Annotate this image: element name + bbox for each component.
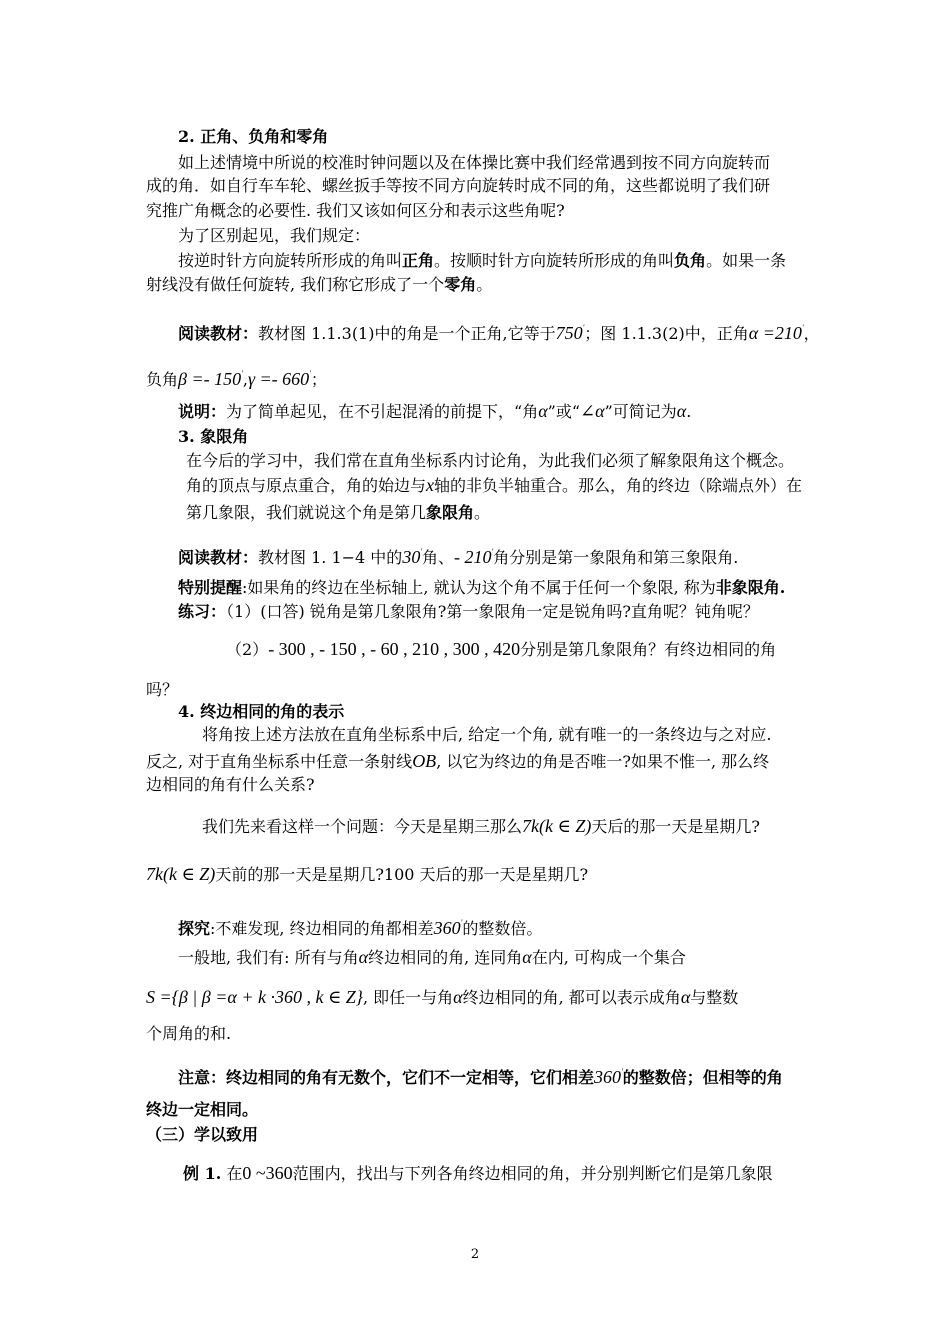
math-gamma: γ =- 660': [247, 369, 311, 389]
text: （1）(口答) 锐角是第几象限角?第一象限角一定是锐角吗?直角呢？钝角呢？: [226, 602, 759, 621]
s2-paragraph-1-line-3: 究推广角概念的必要性. 我们又该如何区分和表示这些角呢?: [146, 201, 565, 220]
weekday-question-line-2: [146, 863, 588, 886]
math: α: [358, 947, 369, 967]
general-line-2: [146, 986, 738, 1009]
term-quadrant-angle: 象限角: [426, 503, 475, 522]
text: 反之, 对于直角坐标系中任意一条射线: [146, 752, 413, 771]
text: ；图 1.1.3(2)中，正角: [584, 324, 749, 343]
text: , 以它为终边的角是否唯一?如果不惟一, 那么终: [436, 752, 770, 771]
explore-label: 探究: [178, 919, 211, 938]
math: x: [426, 475, 435, 495]
text: 角分别是第一象限角和第三象限角.: [493, 548, 739, 567]
section-4-heading: 4. 终边相同的角的表示: [178, 702, 345, 721]
s4-paragraph-line-3: 边相同的角有什么关系?: [146, 775, 315, 794]
math: 360: [433, 918, 461, 938]
math: α: [676, 401, 687, 421]
text: , 即任一与角: [362, 988, 454, 1007]
text: 的整数倍；但相等的角: [622, 1068, 783, 1087]
text: ；: [310, 370, 327, 389]
text: 为了简单起见，在不引起混淆的前提下，“角: [226, 402, 539, 421]
math: 360: [594, 1067, 622, 1087]
term-negative-angle: 负角: [674, 251, 707, 270]
general-line-3: 个周角的和.: [146, 1024, 232, 1043]
math: OB: [412, 751, 437, 771]
text: 教材图 1. 1−4 中的: [258, 548, 403, 567]
exercise-label: 练习：: [178, 602, 227, 621]
read-textbook-1-line-2: [146, 363, 327, 391]
math: 7k(k ∈ Z): [146, 864, 216, 884]
math: γ =- 660: [247, 369, 310, 389]
read-label: 阅读教材：: [178, 548, 259, 567]
math: 7k(k ∈ Z): [522, 816, 592, 836]
s4-paragraph-line-2: [146, 750, 769, 773]
text: 。如果一条: [706, 251, 787, 270]
text: 在: [226, 1164, 243, 1183]
text: ,: [242, 370, 248, 389]
text: :不难发现, 终边相同的角都相差: [210, 919, 434, 938]
math: α: [522, 947, 532, 967]
text: 射线没有做任何旋转, 我们称它形成了一个: [146, 275, 445, 294]
term-non-quadrant-angle: 非象限角: [715, 578, 780, 597]
math: α: [538, 401, 548, 421]
text: 一般地, 我们有: 所有与角: [178, 948, 359, 967]
tip-label: 特别提醒: [178, 578, 243, 597]
section-apply-heading: （三）学以致用: [146, 1125, 259, 1144]
s2-definition-line-1: [178, 250, 786, 272]
math: α: [453, 987, 463, 1007]
text: 按逆时针方向旋转所形成的角叫: [178, 251, 403, 270]
special-reminder: [178, 577, 785, 599]
text: （2）: [226, 640, 269, 659]
math-range: 0 ~360: [242, 1163, 293, 1183]
math-alpha-210: α =210': [748, 323, 804, 343]
text: 与整数: [690, 988, 739, 1007]
s3-paragraph-line-1: 在今后的学习中，我们常在直角坐标系内讨论角，为此我们必须了解象限角这个概念。: [186, 451, 795, 470]
math: ∠α: [580, 401, 605, 421]
math-750: 750': [555, 323, 585, 343]
weekday-question-line-1: [202, 815, 760, 838]
text: ，: [803, 324, 820, 343]
s4-paragraph-line-1: 将角按上述方法放在直角坐标系中后, 给定一个角, 就有唯一的一条终边与之对应.: [202, 725, 772, 744]
exercise-2-line-1: [226, 638, 776, 661]
text: 天前的那一天是星期几?100 天后的那一天是星期几?: [215, 865, 589, 884]
page-number: 2: [470, 1247, 480, 1262]
read-label: 阅读教材：: [178, 324, 259, 343]
explore-line: [178, 912, 542, 940]
text: .: [779, 578, 786, 597]
math: β =- 150: [178, 369, 242, 389]
general-line-1: [178, 946, 686, 969]
text: 教材图 1.1.3(1)中的角是一个正角,它等于: [258, 324, 556, 343]
s2-paragraph-2: 为了区别起见，我们规定：: [178, 226, 371, 245]
example-1-line: [183, 1162, 773, 1185]
math-360: 360': [594, 1067, 623, 1087]
math-angle-list: - 300 , - 150 , - 60 , 210 , 300 , 420: [268, 639, 521, 659]
math-beta: β =- 150': [178, 369, 243, 389]
math-360: 360': [433, 918, 463, 938]
text: 。: [474, 503, 491, 522]
section-2-heading: 2. 正角、负角和零角: [178, 127, 329, 146]
math: - 210: [454, 547, 492, 567]
math: α: [680, 987, 691, 1007]
text: 注意：终边相同的角有无数个，它们不一定相等，它们相差: [178, 1068, 595, 1087]
text: 天后的那一天是星期几?: [591, 817, 760, 836]
text: 终边相同的角, 连同角: [368, 948, 523, 967]
text: 的整数倍。: [462, 919, 543, 938]
exercise-1: [178, 601, 759, 623]
text: 第几象限，我们就说这个角是第几: [186, 503, 427, 522]
s2-paragraph-1-line-1: 如上述情境中所说的校准时钟问题以及在体操比赛中我们经常遇到按不同方向旋转而: [178, 153, 771, 172]
note-line: [178, 400, 691, 423]
math: α =210: [748, 323, 802, 343]
text: .: [686, 402, 692, 421]
section-3-heading: 3. 象限角: [178, 427, 249, 446]
warning-line-1: [178, 1061, 783, 1089]
term-positive-angle: 正角: [402, 251, 435, 270]
s2-paragraph-1-line-2: 成的角．如自行车车轮、螺丝扳手等按不同方向旋转时成不同的角，这些都说明了我们研: [146, 176, 771, 195]
math: 30: [402, 547, 421, 567]
read-textbook-1-line-1: [178, 317, 820, 345]
text: 角、: [422, 548, 455, 567]
s2-definition-line-2: [146, 274, 492, 296]
note-label: 说明：: [178, 402, 227, 421]
text: 终边相同的角, 都可以表示成角: [462, 988, 681, 1007]
text: 我们先来看这样一个问题：今天是星期三那么: [202, 817, 523, 836]
text: 。: [476, 275, 493, 294]
text: 轴的非负半轴重合。那么，角的终边（除端点外）在: [434, 476, 803, 495]
text: 角的顶点与原点重合，角的始边与: [186, 476, 427, 495]
example-label: 例 1.: [183, 1164, 222, 1183]
text: 范围内，找出与下列各角终边相同的角，并分别判断它们是第几象限: [292, 1164, 773, 1183]
s3-paragraph-line-3: [186, 502, 490, 524]
math-set-s: S ={β | β =α + k ·360 , k ∈ Z}: [146, 987, 363, 1007]
s3-paragraph-line-2: [186, 474, 802, 497]
text: ”或“: [547, 402, 581, 421]
text: 负角: [146, 370, 179, 389]
read-textbook-2: [178, 541, 738, 569]
warning-line-2: 终边一定相同。: [146, 1100, 259, 1119]
text: :如果角的终边在坐标轴上, 就认为这个角不属于任何一个象限, 称为: [242, 578, 716, 597]
math: 750: [555, 323, 583, 343]
term-zero-angle: 零角: [444, 275, 477, 294]
math-30: 30': [402, 547, 423, 567]
exercise-2-line-2: 吗？: [146, 680, 179, 699]
text: 在内, 可构成一个集合: [531, 948, 686, 967]
text: ”可简记为: [604, 402, 677, 421]
math-minus-210: - 210': [454, 547, 494, 567]
text: 分别是第几象限角？有终边相同的角: [520, 640, 777, 659]
text: 。按顺时针方向旋转所形成的角叫: [434, 251, 675, 270]
